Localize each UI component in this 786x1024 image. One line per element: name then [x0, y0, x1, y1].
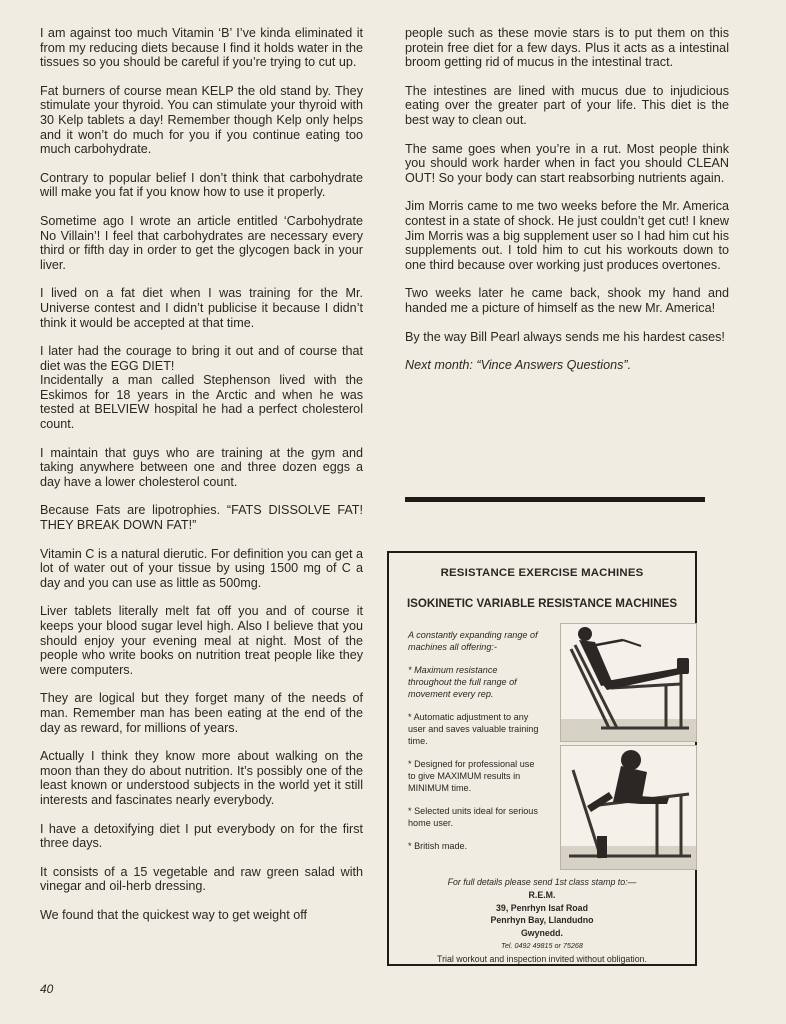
paragraph: I am against too much Vitamin ‘B’ I’ve kinda eliminated it from my reducing diets because I find it holds water in the tissues so you should be careful if you’re trying to cut up.: [40, 26, 363, 70]
ad-feature: * British made.: [408, 841, 468, 851]
ad-company: R.E.M.: [528, 889, 556, 900]
paragraph: Vitamin C is a natural dierutic. For definition you can get a lot of water out of your tissue by using 1500 mg of C a day and you can use as little as 500mg.: [40, 546, 363, 590]
ad-feature: * Designed for professional use to give MAXIMUM results in MINIMUM time.: [408, 759, 535, 793]
paragraph: people such as these movie stars is to put them on this protein free diet for a few days. Plus it acts as a intestinal broom getting rid of mucus in the intestinal tract.: [405, 26, 729, 70]
left-article-column: [40, 26, 363, 937]
ad-address-line: 39, Penrhyn Isaf Road: [496, 902, 588, 913]
seated-machine-photo: [560, 745, 697, 870]
ad-address-line: Penrhyn Bay, Llandudno: [490, 915, 594, 926]
paragraph: Two weeks later he came back, shook my hand and handed me a picture of himself as the new Mr. America!: [405, 286, 729, 315]
paragraph: I later had the courage to bring it out and of course that diet was the EGG DIET!: [40, 344, 363, 373]
paragraph: I have a detoxifying diet I put everybody on for the first three days.: [40, 821, 363, 851]
paragraph: Incidentally a man called Stephenson lived with the Eskimos for 18 years in the Arctic and when he was tested at BELVIEW hospital he had a perfect cholesterol count.: [40, 373, 363, 432]
paragraph: Jim Morris came to me two weeks before the Mr. America contest in a state of shock. He just couldn’t get cut! I knew Jim Morris was a big supplement user so I had him cut his supplements out. I told him to cut his workouts down to one third because over working just produces overtones.: [405, 199, 729, 272]
paragraph: It consists of a 15 vegetable and raw green salad with vinegar and oil-herb dressing.: [40, 864, 363, 894]
paragraph: I lived on a fat diet when I was training for the Mr. Universe contest and I didn’t publicise it because I didn’t think it would be accepted at that time.: [40, 286, 363, 330]
ad-address-line: Gwynedd.: [520, 928, 564, 939]
divider-rule: [405, 497, 705, 502]
paragraph: We found that the quickest way to get weight off: [40, 907, 307, 922]
ad-contact-block: [389, 876, 695, 966]
ad-feature-intro: A constantly expanding range of machines all offering:-: [408, 630, 538, 652]
ad-heading: RESISTANCE EXERCISE MACHINES: [440, 567, 644, 579]
paragraph: The intestines are lined with mucus due to injudicious eating over the greater part of your life. This diet is the best way to clean out.: [405, 83, 729, 127]
ad-feature: * Maximum resistance throughout the full range of movement every rep.: [408, 665, 517, 699]
paragraph: Liver tablets literally melt fat off you and of course it keeps your blood sugar level high. Also I believe that you should enjoy your evening meal at night. Most of the people who write books on nutrition treat people like they were computers.: [40, 604, 363, 677]
ad-subheading: ISOKINETIC VARIABLE RESISTANCE MACHINES: [406, 597, 678, 610]
paragraph: Actually I think they know more about walking on the moon than they do about nutrition. It’s possibly one of the least known or understood subjects in the world yet it still interests and fascinates nearly everybody.: [40, 749, 363, 807]
paragraph: Because Fats are lipotrophies. “FATS DISSOLVE FAT! THEY BREAK DOWN FAT!”: [40, 503, 363, 533]
paragraph: Fat burners of course mean KELP the old stand by. They stimulate your thyroid. You can stimulate your thyroid with 30 Kelp tablets a day! Remember though Kelp only helps and it won’t do much for you if you continue eating too much carbohydrate.: [40, 83, 363, 157]
ad-feature: * Automatic adjustment to any user and saves valuable training time.: [408, 712, 539, 746]
paragraph: They are logical but they forget many of the needs of man. Remember man has been eating at the end of the day as reward, for millions of years.: [40, 691, 363, 735]
ad-feature: * Selected units ideal for serious home user.: [408, 806, 538, 828]
ad-contact-intro: For full details please send 1st class stamp to:—: [447, 877, 637, 887]
ad-telephone: Tel. 0492 49815 or 75268: [501, 940, 583, 950]
leg-machine-photo: [560, 623, 697, 742]
right-article-column: [405, 26, 729, 387]
paragraph: Contrary to popular belief I don’t think that carbohydrate will make you fat if you know how to use it properly.: [40, 170, 363, 200]
ad-feature-list: [408, 629, 541, 863]
paragraph: I maintain that guys who are training at the gym and taking anywhere between one and three dozen eggs a day have a lower cholesterol count.: [40, 445, 363, 489]
page-number: 40: [40, 982, 54, 996]
advertisement-box: [387, 551, 697, 966]
paragraph: Sometime ago I wrote an article entitled ‘Carbohydrate No Villain’! I feel that carbohydrates are necessary every third or fifth day in order to get the glycogen back in your liver.: [40, 213, 363, 272]
next-month-teaser: Next month: “Vince Answers Questions”.: [405, 358, 632, 373]
paragraph: The same goes when you’re in a rut. Most people think you should work harder when in fact you should CLEAN OUT! So your body can start reabsorbing nutrients again.: [405, 141, 729, 185]
paragraph: By the way Bill Pearl always sends me his hardest cases!: [405, 329, 725, 344]
ad-trial-note: Trial workout and inspection invited without obligation.: [437, 953, 647, 964]
